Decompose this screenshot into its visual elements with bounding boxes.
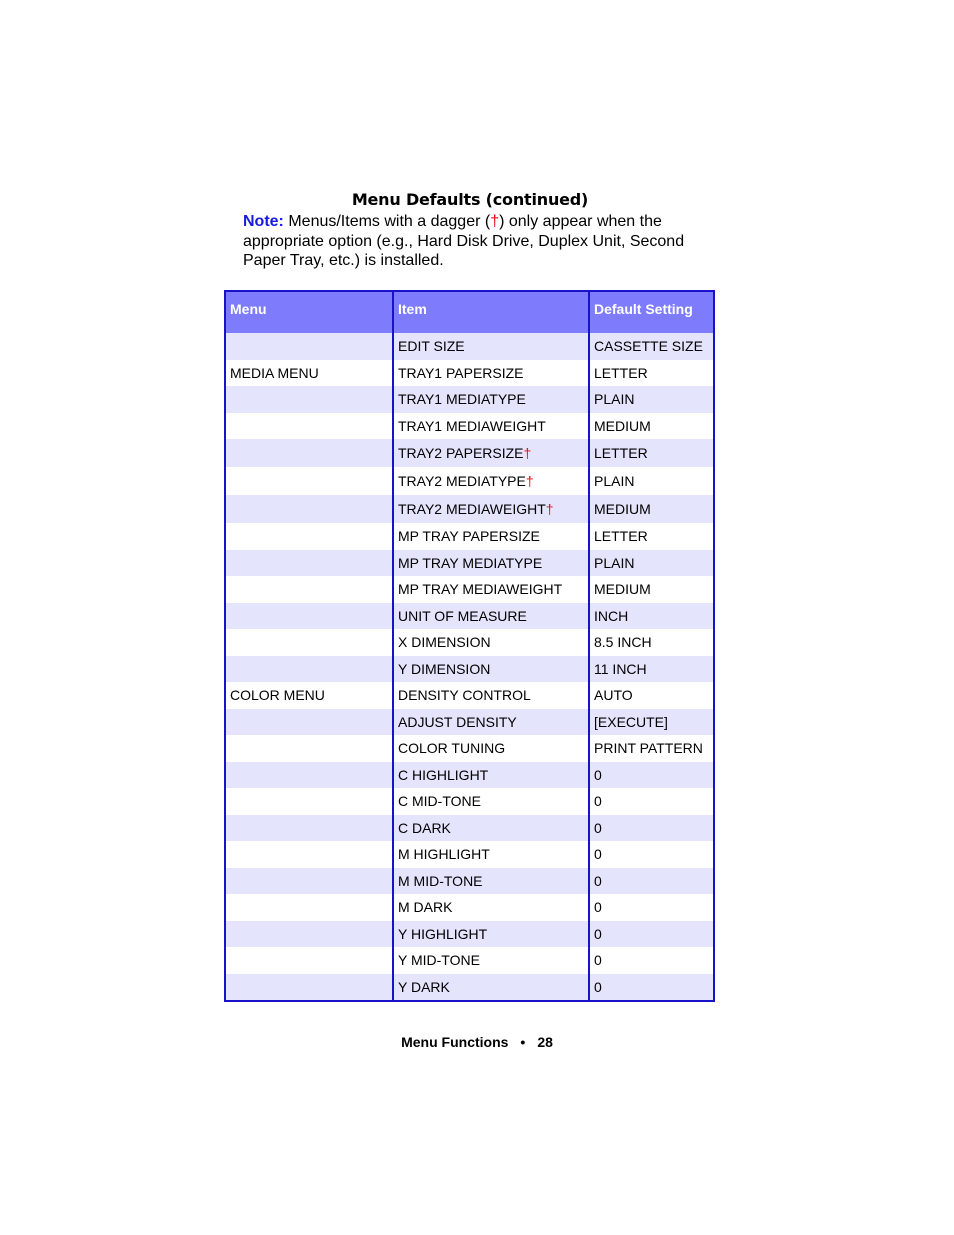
cell-menu	[225, 788, 393, 815]
item-label: C DARK	[398, 819, 451, 836]
cell-default-setting: 0	[589, 762, 714, 789]
cell-menu	[225, 894, 393, 921]
table-row	[225, 386, 714, 413]
item-label: TRAY1 MEDIAWEIGHT	[398, 417, 546, 434]
cell-item	[393, 868, 589, 895]
section-title: Menu Defaults (continued)	[351, 190, 589, 209]
cell-menu	[225, 656, 393, 683]
cell-item	[393, 576, 589, 603]
cell-menu	[225, 815, 393, 842]
column-header-menu: Menu	[225, 291, 393, 333]
table-row	[225, 656, 714, 683]
cell-item	[393, 550, 589, 577]
item-label: TRAY1 MEDIATYPE	[398, 391, 526, 408]
page-number: 28	[537, 1034, 553, 1050]
dagger-symbol: †	[490, 213, 500, 230]
item-label: X DIMENSION	[398, 634, 491, 651]
cell-menu	[225, 868, 393, 895]
item-label: Y HIGHLIGHT	[398, 925, 488, 942]
table-row	[225, 333, 714, 360]
cell-menu	[225, 709, 393, 736]
cell-menu	[225, 523, 393, 550]
cell-default-setting: 8.5 INCH	[589, 629, 714, 656]
item-label: C MID-TONE	[398, 793, 481, 810]
cell-item	[393, 656, 589, 683]
cell-default-setting: MEDIUM	[589, 495, 714, 523]
cell-item	[393, 495, 589, 523]
cell-default-setting: AUTO	[589, 682, 714, 709]
cell-menu	[225, 495, 393, 523]
cell-item	[393, 815, 589, 842]
table-header-row	[225, 291, 714, 333]
cell-menu	[225, 413, 393, 440]
cell-item	[393, 735, 589, 762]
cell-default-setting: PLAIN	[589, 550, 714, 577]
cell-menu	[225, 947, 393, 974]
item-label: Y MID-TONE	[398, 952, 480, 969]
cell-menu	[225, 576, 393, 603]
cell-item	[393, 762, 589, 789]
table-row	[225, 603, 714, 630]
item-label: Y DIMENSION	[398, 660, 491, 677]
cell-item	[393, 629, 589, 656]
cell-item	[393, 841, 589, 868]
table-body	[225, 333, 714, 1001]
table-row	[225, 360, 714, 387]
item-label: M MID-TONE	[398, 872, 483, 889]
table-row	[225, 974, 714, 1002]
table-row	[225, 921, 714, 948]
menu-defaults-table	[224, 290, 715, 1002]
item-label: UNIT OF MEASURE	[398, 607, 527, 624]
cell-item	[393, 603, 589, 630]
note-paragraph	[243, 212, 713, 271]
cell-default-setting: MEDIUM	[589, 413, 714, 440]
footer-bullet: •	[520, 1034, 526, 1050]
cell-default-setting: CASSETTE SIZE	[589, 333, 714, 360]
cell-default-setting: 0	[589, 868, 714, 895]
cell-item	[393, 709, 589, 736]
table-row	[225, 467, 714, 495]
cell-item	[393, 467, 589, 495]
cell-default-setting: 0	[589, 788, 714, 815]
table-row	[225, 815, 714, 842]
cell-default-setting: 0	[589, 947, 714, 974]
item-label: TRAY2 MEDIATYPE	[398, 473, 526, 489]
cell-default-setting: 0	[589, 841, 714, 868]
note-text-start: Menus/Items with a dagger (	[283, 213, 491, 230]
table-row	[225, 523, 714, 550]
cell-item	[393, 333, 589, 360]
cell-default-setting: LETTER	[589, 360, 714, 387]
dagger-symbol: †	[523, 445, 532, 461]
item-label: DENSITY CONTROL	[398, 687, 531, 704]
note-label: Note:	[243, 213, 284, 230]
cell-menu	[225, 974, 393, 1002]
table-row	[225, 550, 714, 577]
item-label: EDIT SIZE	[398, 338, 465, 355]
table-row	[225, 576, 714, 603]
cell-default-setting: PLAIN	[589, 467, 714, 495]
cell-menu	[225, 603, 393, 630]
cell-item	[393, 947, 589, 974]
cell-default-setting: 11 INCH	[589, 656, 714, 683]
table-row	[225, 762, 714, 789]
cell-menu	[225, 762, 393, 789]
cell-item	[393, 523, 589, 550]
cell-item	[393, 386, 589, 413]
cell-default-setting: LETTER	[589, 439, 714, 467]
column-header-item: Item	[393, 291, 589, 333]
cell-menu	[225, 467, 393, 495]
cell-item	[393, 894, 589, 921]
cell-item	[393, 439, 589, 467]
cell-menu: MEDIA MENU	[225, 360, 393, 387]
table-row	[225, 947, 714, 974]
page-footer	[0, 1034, 954, 1050]
cell-default-setting: 0	[589, 815, 714, 842]
item-label: TRAY1 PAPERSIZE	[398, 364, 524, 381]
table-row	[225, 413, 714, 440]
cell-menu	[225, 629, 393, 656]
cell-item	[393, 682, 589, 709]
item-label: M DARK	[398, 899, 453, 916]
dagger-symbol: †	[525, 473, 534, 489]
table-row	[225, 709, 714, 736]
cell-default-setting: [EXECUTE]	[589, 709, 714, 736]
cell-default-setting: MEDIUM	[589, 576, 714, 603]
cell-default-setting: 0	[589, 921, 714, 948]
cell-item	[393, 921, 589, 948]
table-row	[225, 682, 714, 709]
table-row	[225, 841, 714, 868]
item-label: MP TRAY PAPERSIZE	[398, 528, 540, 545]
cell-menu	[225, 439, 393, 467]
item-label: MP TRAY MEDIAWEIGHT	[398, 581, 563, 598]
cell-menu: COLOR MENU	[225, 682, 393, 709]
cell-default-setting: PLAIN	[589, 386, 714, 413]
cell-menu	[225, 735, 393, 762]
cell-menu	[225, 333, 393, 360]
cell-default-setting: 0	[589, 894, 714, 921]
cell-item	[393, 974, 589, 1002]
table-row	[225, 894, 714, 921]
cell-default-setting: PRINT PATTERN	[589, 735, 714, 762]
table-row	[225, 735, 714, 762]
item-label: COLOR TUNING	[398, 740, 506, 757]
cell-item	[393, 413, 589, 440]
note-text-end: ) only appear when the appropriate option (e.g., Hard Disk Drive, Duplex Unit, Second Paper Tray, etc.) is installed.	[243, 213, 685, 269]
cell-menu	[225, 386, 393, 413]
column-header-default-setting: Default Setting	[589, 291, 714, 333]
dagger-symbol: †	[545, 501, 554, 517]
table-row	[225, 439, 714, 467]
table-row	[225, 788, 714, 815]
footer-section-label: Menu Functions	[401, 1034, 509, 1050]
item-label: ADJUST DENSITY	[398, 713, 517, 730]
cell-menu	[225, 550, 393, 577]
item-label: Y DARK	[398, 978, 450, 995]
table-row	[225, 868, 714, 895]
item-label: MP TRAY MEDIATYPE	[398, 554, 543, 571]
cell-default-setting: INCH	[589, 603, 714, 630]
cell-default-setting: LETTER	[589, 523, 714, 550]
item-label: TRAY2 MEDIAWEIGHT	[398, 501, 546, 517]
cell-menu	[225, 921, 393, 948]
cell-default-setting: 0	[589, 974, 714, 1002]
cell-item	[393, 788, 589, 815]
item-label: TRAY2 PAPERSIZE	[398, 445, 524, 461]
table-row	[225, 629, 714, 656]
item-label: C HIGHLIGHT	[398, 766, 489, 783]
cell-menu	[225, 841, 393, 868]
table-row	[225, 495, 714, 523]
item-label: M HIGHLIGHT	[398, 846, 490, 863]
cell-item	[393, 360, 589, 387]
